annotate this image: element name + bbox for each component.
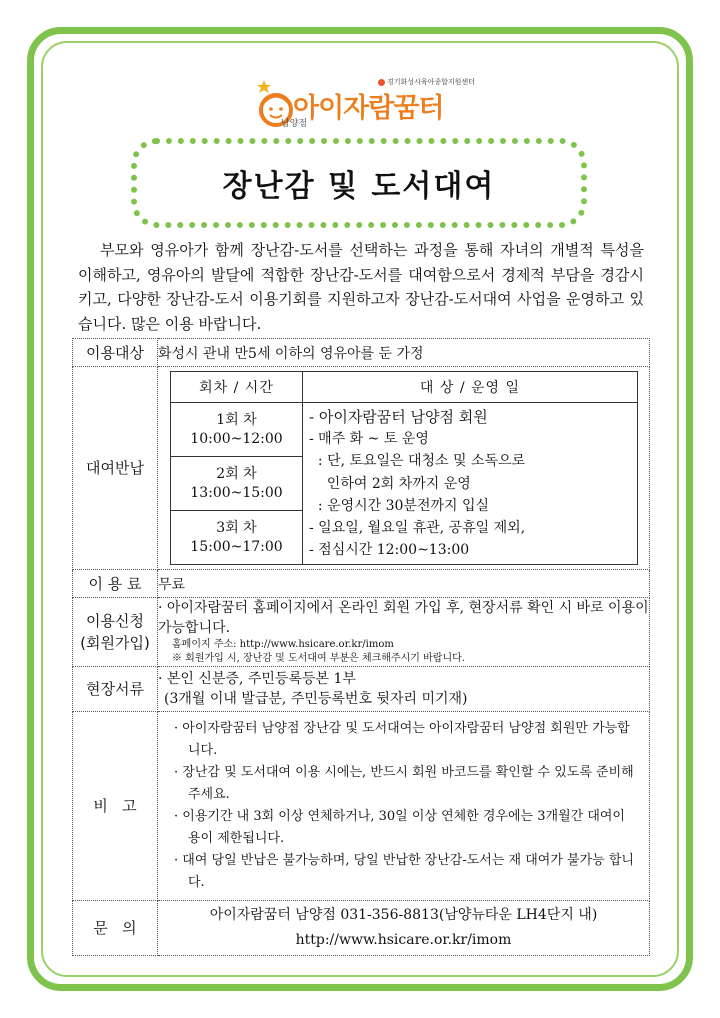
contact-phone: 아이자람꿈터 남양점 031-356-8813(남양뉴타운 LH4단지 내) <box>209 907 598 924</box>
value-fee: 무료 <box>158 570 650 598</box>
session-time: 15:00~17:00 <box>190 538 283 555</box>
rental-details <box>303 403 638 565</box>
logo-branch: 남양점 <box>281 119 308 129</box>
note-item: · 장난감 및 도서대여 이용 시에는, 반드시 회원 바코드를 확인할 수 있도록 준비해주세요. <box>174 765 634 803</box>
contact-url[interactable]: http://www.hsicare.or.kr/imom <box>295 932 512 949</box>
label-fee: 이 용 료 <box>73 570 158 598</box>
logo <box>255 72 485 136</box>
value-notes <box>158 712 650 901</box>
label-rental: 대여반납 <box>73 367 158 570</box>
session-1 <box>171 403 303 457</box>
note-item: · 이용기간 내 3회 이상 연체하거나, 30일 이상 연체한 경우에는 3개월간 대여이용이 제한됩니다. <box>174 809 625 847</box>
detail-line: : 단, 토요일은 대청소 및 소독으로 <box>309 453 526 470</box>
label-contact: 문 의 <box>73 901 158 956</box>
label-docs: 현장서류 <box>73 667 158 712</box>
session-3 <box>171 511 303 565</box>
row-apply <box>73 598 650 667</box>
row-target <box>73 339 650 367</box>
session-2 <box>171 457 303 511</box>
info-table <box>72 338 650 956</box>
intro-paragraph: 부모와 영유아가 함께 장난감-도서를 선택하는 과정을 통해 자녀의 개별적 특성을 이해하고, 영유아의 발달에 적합한 장난감-도서를 대여함으로서 경제적 부담을 경감시키고, 다양한 장난감-도서 이용기회를 지원하고자 장난감-도서대여 사업을 운영하고 있습니다. 많은 이용 바랍니다. <box>78 241 644 333</box>
logo-name: 아이자람꿈터 <box>293 93 444 124</box>
detail-line: - 일요일, 월요일 휴관, 공휴일 제외, <box>309 520 526 537</box>
apply-main: · 아이자람꿈터 홈페이지에서 온라인 회원 가입 후, 현장서류 확인 시 바로 이용이 가능합니다. <box>158 600 649 637</box>
page-title: 장난감 및 도서대여 <box>222 169 496 204</box>
label-apply-line1: 이용신청 <box>86 612 144 631</box>
session-name: 3회 차 <box>216 519 257 536</box>
apply-notice: ※ 회원가입 시, 장난감 및 도서대여 부분은 체크해주시기 바랍니다. <box>172 653 465 665</box>
detail-line: - 점심시간 12:00~13:00 <box>309 542 470 559</box>
value-apply <box>158 598 650 667</box>
note-item: · 대여 당일 반납은 불가능하며, 당일 반납한 장난감-도서는 재 대여가 불가능 합니다. <box>174 853 634 891</box>
detail-line: - 아이자람꿈터 남양점 회원 <box>309 408 488 426</box>
session-time: 13:00~15:00 <box>190 484 283 501</box>
docs-line1: · 본인 신분증, 주민등록등본 1부 <box>158 671 356 688</box>
row-contact <box>73 901 650 956</box>
detail-line: - 매주 화 ~ 토 운영 <box>309 431 429 448</box>
header-target-days: 대 상 / 운영 일 <box>303 372 638 403</box>
rental-schedule-table <box>170 371 638 565</box>
row-docs <box>73 667 650 712</box>
session-time: 10:00~12:00 <box>190 430 283 447</box>
note-item: · 아이자람꿈터 남양점 장난감 및 도서대여는 아이자람꿈터 남양점 회원만 가능합니다. <box>174 721 630 759</box>
detail-line: : 운영시간 30분전까지 입실 <box>309 497 490 514</box>
logo-tagline: 경기화성시육아종합지원센터 <box>378 77 475 87</box>
label-notes: 비 고 <box>73 712 158 901</box>
label-apply <box>73 598 158 667</box>
label-apply-line2: (회원가입) <box>80 634 150 653</box>
detail-line: 인하여 2회 차까지 운영 <box>309 475 471 492</box>
title-box <box>131 138 587 228</box>
docs-line2: (3개월 이내 발급분, 주민등록번호 뒷자리 미기재) <box>164 691 468 708</box>
row-notes <box>73 712 650 901</box>
value-rental <box>158 367 650 570</box>
row-fee <box>73 570 650 598</box>
value-contact <box>158 901 650 956</box>
apply-homepage: 홈페이지 주소: http://www.hsicare.or.kr/imom <box>172 639 394 651</box>
value-docs <box>158 667 650 712</box>
value-target: 화성시 관내 만5세 이하의 영유아를 둔 가정 <box>158 339 650 367</box>
session-name: 2회 차 <box>216 465 257 482</box>
session-name: 1회 차 <box>216 411 257 428</box>
row-rental <box>73 367 650 570</box>
header-session-time: 회차 / 시간 <box>171 372 303 403</box>
label-target: 이용대상 <box>73 339 158 367</box>
